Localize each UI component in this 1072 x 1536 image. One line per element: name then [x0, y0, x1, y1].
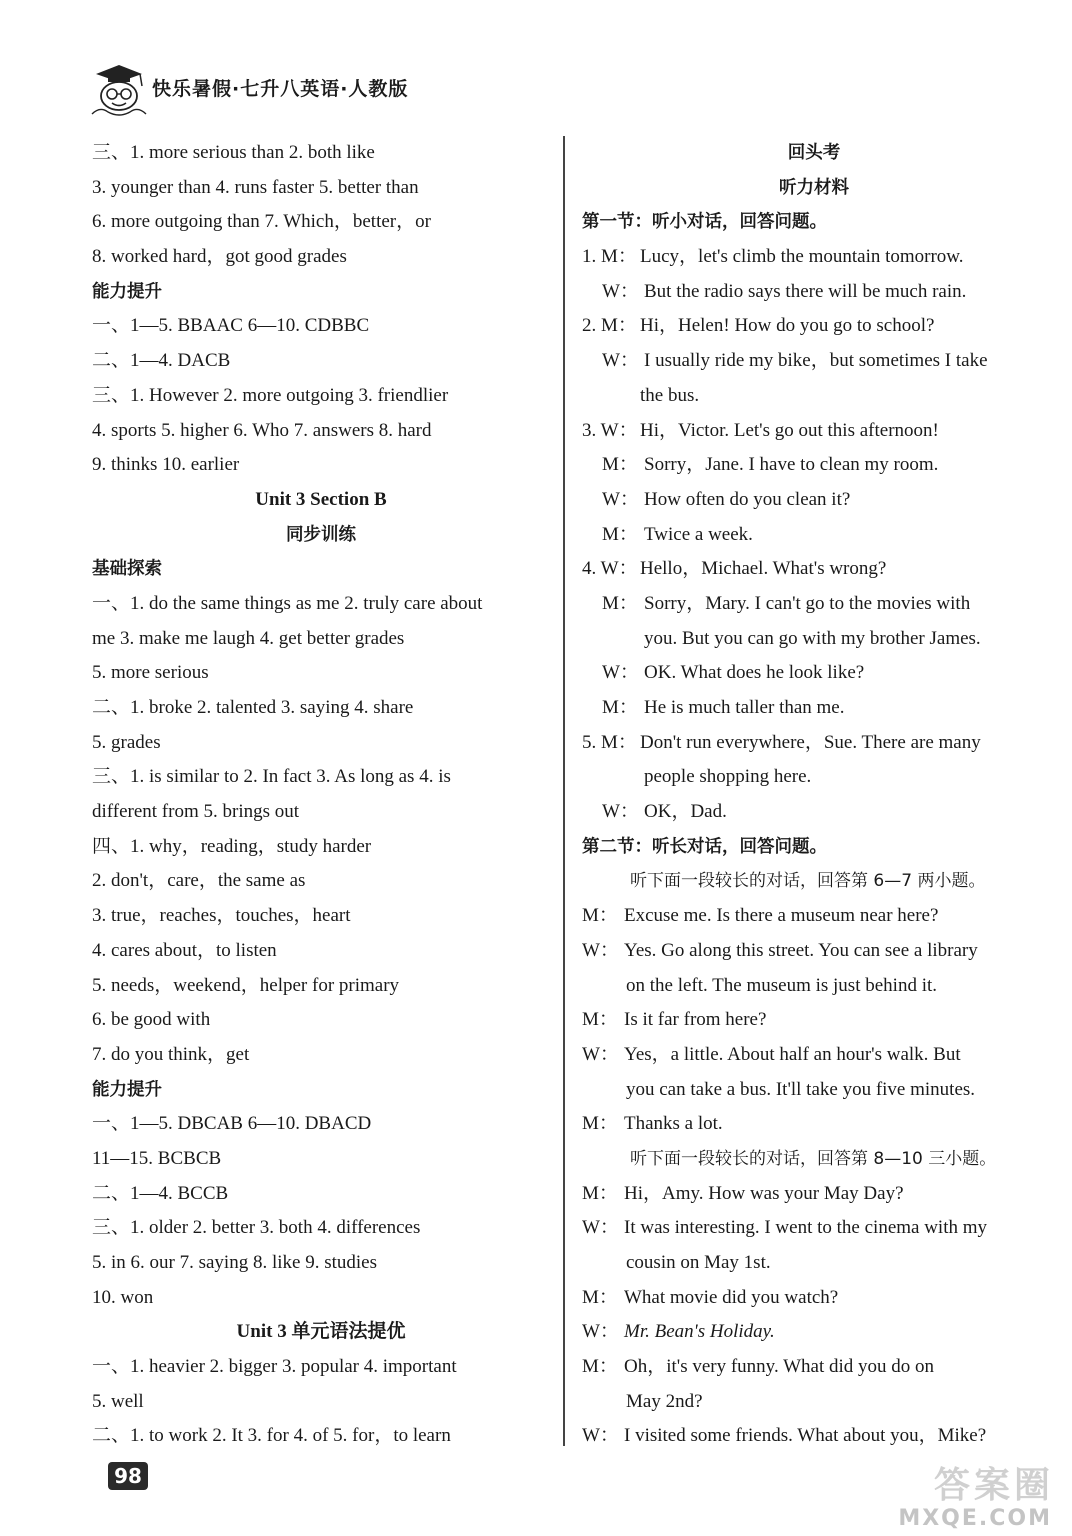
dialogue-text: Thanks a lot.: [624, 1113, 723, 1135]
part-heading: 第一节：听小对话，回答问题。: [582, 212, 827, 233]
dialogue-line: [582, 414, 1046, 449]
dialogue-text: Lucy，let's climb the mountain tomorrow.: [640, 246, 964, 268]
speaker-label: 5. M：: [582, 731, 637, 753]
answer-line: 三、1. more serious than 2. both like: [92, 142, 375, 163]
answer-line: 8. worked hard，got good grades: [92, 246, 347, 268]
dialogue-line: [582, 587, 1046, 622]
watermark-text-en: MXQE.COM: [898, 1506, 1052, 1531]
dialogue-text: you. But you can go with my brother James.: [644, 627, 981, 649]
speaker-label: M：: [602, 592, 638, 614]
answer-line: 3. true，reaches，touches，heart: [92, 905, 351, 927]
dialogue-line: [582, 1246, 1046, 1281]
dialogue-line: [582, 379, 1046, 414]
dialogue-line: [582, 1315, 1046, 1350]
mascot-logo-icon: [88, 62, 150, 116]
speaker-label: M：: [582, 1113, 618, 1135]
dialogue-text: OK，Dad.: [644, 801, 727, 823]
answer-line: me 3. make me laugh 4. get better grades: [92, 627, 405, 649]
page-header: [88, 62, 508, 116]
dialogue-line: [582, 1385, 1046, 1420]
dialogue-line: [582, 1211, 1046, 1246]
dialogue-text: cousin on May 1st.: [626, 1252, 771, 1273]
dialogue-line: [582, 726, 1046, 761]
subsection-title: 同步训练: [286, 524, 356, 545]
dialogue-line: [582, 1107, 1046, 1142]
dialogue-text: on the left. The museum is just behind it.: [626, 974, 938, 996]
dialogue-text: Hi，Amy. How was your May Day?: [624, 1182, 904, 1204]
dialogue-line: [582, 275, 1046, 310]
right-column: [582, 136, 1046, 1454]
dialogue-text: Is it far from here?: [624, 1009, 767, 1031]
dialogue-line: [582, 622, 1046, 657]
answer-line: 6. be good with: [92, 1009, 211, 1031]
dialogue-text: people shopping here.: [644, 766, 812, 788]
speaker-label: M：: [602, 523, 638, 545]
speaker-label: M：: [582, 1182, 618, 1204]
dialogue-line: [582, 518, 1046, 553]
dialogue-line: [582, 483, 1046, 518]
dialogue-text: What movie did you watch?: [624, 1286, 839, 1308]
speaker-label: W：: [602, 350, 639, 372]
unit-title: Unit 3 单元语法提优: [236, 1321, 406, 1343]
dialogue-text: Twice a week.: [644, 523, 753, 545]
speaker-label: W：: [602, 662, 639, 684]
watermark-text-cn: 答案圈: [933, 1465, 1054, 1506]
answer-line: 二、1—4. DACB: [92, 350, 231, 372]
speaker-label: M：: [582, 1286, 618, 1308]
answer-line: 7. do you think，get: [92, 1043, 250, 1065]
answer-line: 5. needs，weekend，helper for primary: [92, 974, 400, 996]
dialogue-text: I usually ride my bike，but sometimes I take: [644, 350, 988, 372]
section-subtitle: 听力材料: [779, 177, 849, 198]
speaker-label: W：: [602, 801, 639, 823]
section-title: 回头考: [787, 143, 841, 163]
dialogue-line: [582, 1038, 1046, 1073]
answer-line: 4. cares about，to listen: [92, 939, 277, 961]
speaker-label: M：: [602, 454, 638, 476]
speaker-label: W：: [582, 1321, 619, 1343]
speaker-label: 2. M：: [582, 315, 637, 337]
answer-line: 5. more serious: [92, 662, 209, 684]
answer-line: 二、1—4. BCCB: [92, 1182, 229, 1204]
dialogue-line: [582, 1003, 1046, 1038]
dialogue-text: Sorry，Jane. I have to clean my room.: [644, 454, 939, 476]
unit-title: Unit 3 Section B: [255, 488, 387, 510]
answer-line: 5. in 6. our 7. saying 8. like 9. studies: [92, 1252, 377, 1273]
answer-line: 5. grades: [92, 731, 161, 753]
dialogue-line: [582, 344, 1046, 379]
answer-line: 10. won: [92, 1286, 154, 1308]
answer-line: 2. don't，care，the same as: [92, 870, 306, 892]
dialogue-text: Oh，it's very funny. What did you do on: [624, 1356, 935, 1378]
section-heading: 能力提升: [92, 281, 162, 302]
answer-line: 4. sports 5. higher 6. Who 7. answers 8. hard: [92, 419, 432, 441]
dialogue-text: Yes，a little. About half an hour's walk. But: [624, 1043, 961, 1065]
page-number: 98: [108, 1462, 148, 1490]
answer-line: 3. younger than 4. runs faster 5. better than: [92, 176, 419, 198]
speaker-label: M：: [602, 697, 638, 718]
dialogue-text: Hi，Victor. Let's go out this afternoon!: [640, 419, 939, 441]
answer-line: 5. well: [92, 1390, 144, 1412]
speaker-label: W：: [582, 1217, 619, 1239]
answer-line: 一、1—5. BBAAC 6—10. CDBBC: [92, 315, 370, 337]
answer-line: 一、1—5. DBCAB 6—10. DBACD: [92, 1113, 372, 1135]
dialogue-text: May 2nd?: [626, 1390, 703, 1412]
speaker-label: 4. W：: [582, 558, 638, 580]
dialogue-line: [582, 795, 1046, 830]
answer-line: 三、1. is similar to 2. In fact 3. As long as 4. is: [92, 766, 451, 788]
movie-title: Mr. Bean's Holiday.: [624, 1321, 775, 1343]
speaker-label: W：: [582, 1043, 619, 1065]
answer-line: 四、1. why，reading，study harder: [92, 835, 372, 857]
dialogue-text: Yes. Go along this street. You can see a library: [624, 939, 978, 961]
dialogue-line: [582, 1281, 1046, 1316]
speaker-label: M：: [582, 905, 618, 927]
dialogue-text: It was interesting. I went to the cinema with my: [624, 1217, 988, 1239]
answer-line: 二、1. broke 2. talented 3. saying 4. share: [92, 697, 414, 718]
watermark: [880, 1455, 1060, 1531]
dialogue-text: you can take a bus. It'll take you five minutes.: [626, 1078, 976, 1100]
dialogue-text: How often do you clean it?: [644, 488, 851, 510]
dialogue-text: Hello，Michael. What's wrong?: [640, 558, 887, 580]
answer-line: 一、1. heavier 2. bigger 3. popular 4. important: [92, 1356, 457, 1378]
dialogue-line: [582, 760, 1046, 795]
answer-line: 三、1. older 2. better 3. both 4. differences: [92, 1217, 421, 1239]
dialogue-text: Don't run everywhere，Sue. There are many: [640, 731, 981, 753]
dialogue-line: [582, 934, 1046, 969]
answer-line: 一、1. do the same things as me 2. truly care about: [92, 592, 483, 614]
dialogue-text: the bus.: [640, 384, 700, 406]
speaker-label: W：: [582, 939, 619, 961]
speaker-label: 3. W：: [582, 419, 638, 441]
dialogue-line: [582, 448, 1046, 483]
answer-line: different from 5. brings out: [92, 801, 300, 823]
speaker-label: M：: [582, 1356, 618, 1378]
speaker-label: M：: [582, 1009, 618, 1031]
speaker-label: 1. M：: [582, 246, 637, 268]
dialogue-line: [582, 1073, 1046, 1108]
series-title: 快乐暑假·七升八英语·人教版: [152, 78, 409, 100]
left-column: [92, 136, 550, 1454]
dialogue-text: He is much taller than me.: [644, 697, 845, 718]
speaker-label: W：: [602, 488, 639, 510]
dialogue-line: [582, 552, 1046, 587]
section-heading: 基础探索: [92, 559, 162, 580]
dialogue-line: [582, 1419, 1046, 1454]
answer-line: 9. thinks 10. earlier: [92, 454, 240, 476]
dialogue-text: OK. What does he look like?: [644, 662, 865, 684]
dialogue-line: [582, 656, 1046, 691]
dialogue-line: [582, 240, 1046, 275]
speaker-label: W：: [582, 1425, 619, 1447]
dialogue-text: But the radio says there will be much rain.: [644, 280, 967, 302]
dialogue-text: Hi，Helen! How do you go to school?: [640, 315, 935, 337]
dialogue-line: [582, 1350, 1046, 1385]
part-heading: 第二节：听长对话，回答问题。: [582, 836, 827, 857]
dialogue-line: [582, 899, 1046, 934]
answer-line: 二、1. to work 2. It 3. for 4. of 5. for，to learn: [92, 1425, 451, 1447]
dialogue-text: Excuse me. Is there a museum near here?: [624, 905, 939, 927]
answer-line: 11—15. BCBCB: [92, 1147, 222, 1169]
section-heading: 能力提升: [92, 1079, 162, 1100]
answer-line: 三、1. However 2. more outgoing 3. friendlier: [92, 384, 449, 406]
dialogue-line: [582, 1177, 1046, 1212]
instruction-text: 听下面一段较长的对话，回答第 8—10 三小题。: [630, 1148, 997, 1169]
dialogue-line: [582, 691, 1046, 726]
dialogue-line: [582, 969, 1046, 1004]
answer-line: 6. more outgoing than 7. Which，better，or: [92, 211, 431, 233]
dialogue-text: I visited some friends. What about you，Mike?: [624, 1425, 987, 1447]
dialogue-line: [582, 309, 1046, 344]
column-divider: [563, 136, 565, 1446]
instruction-text: 听下面一段较长的对话，回答第 6—7 两小题。: [630, 871, 986, 892]
speaker-label: W：: [602, 280, 639, 302]
dialogue-text: Sorry，Mary. I can't go to the movies with: [644, 592, 971, 614]
